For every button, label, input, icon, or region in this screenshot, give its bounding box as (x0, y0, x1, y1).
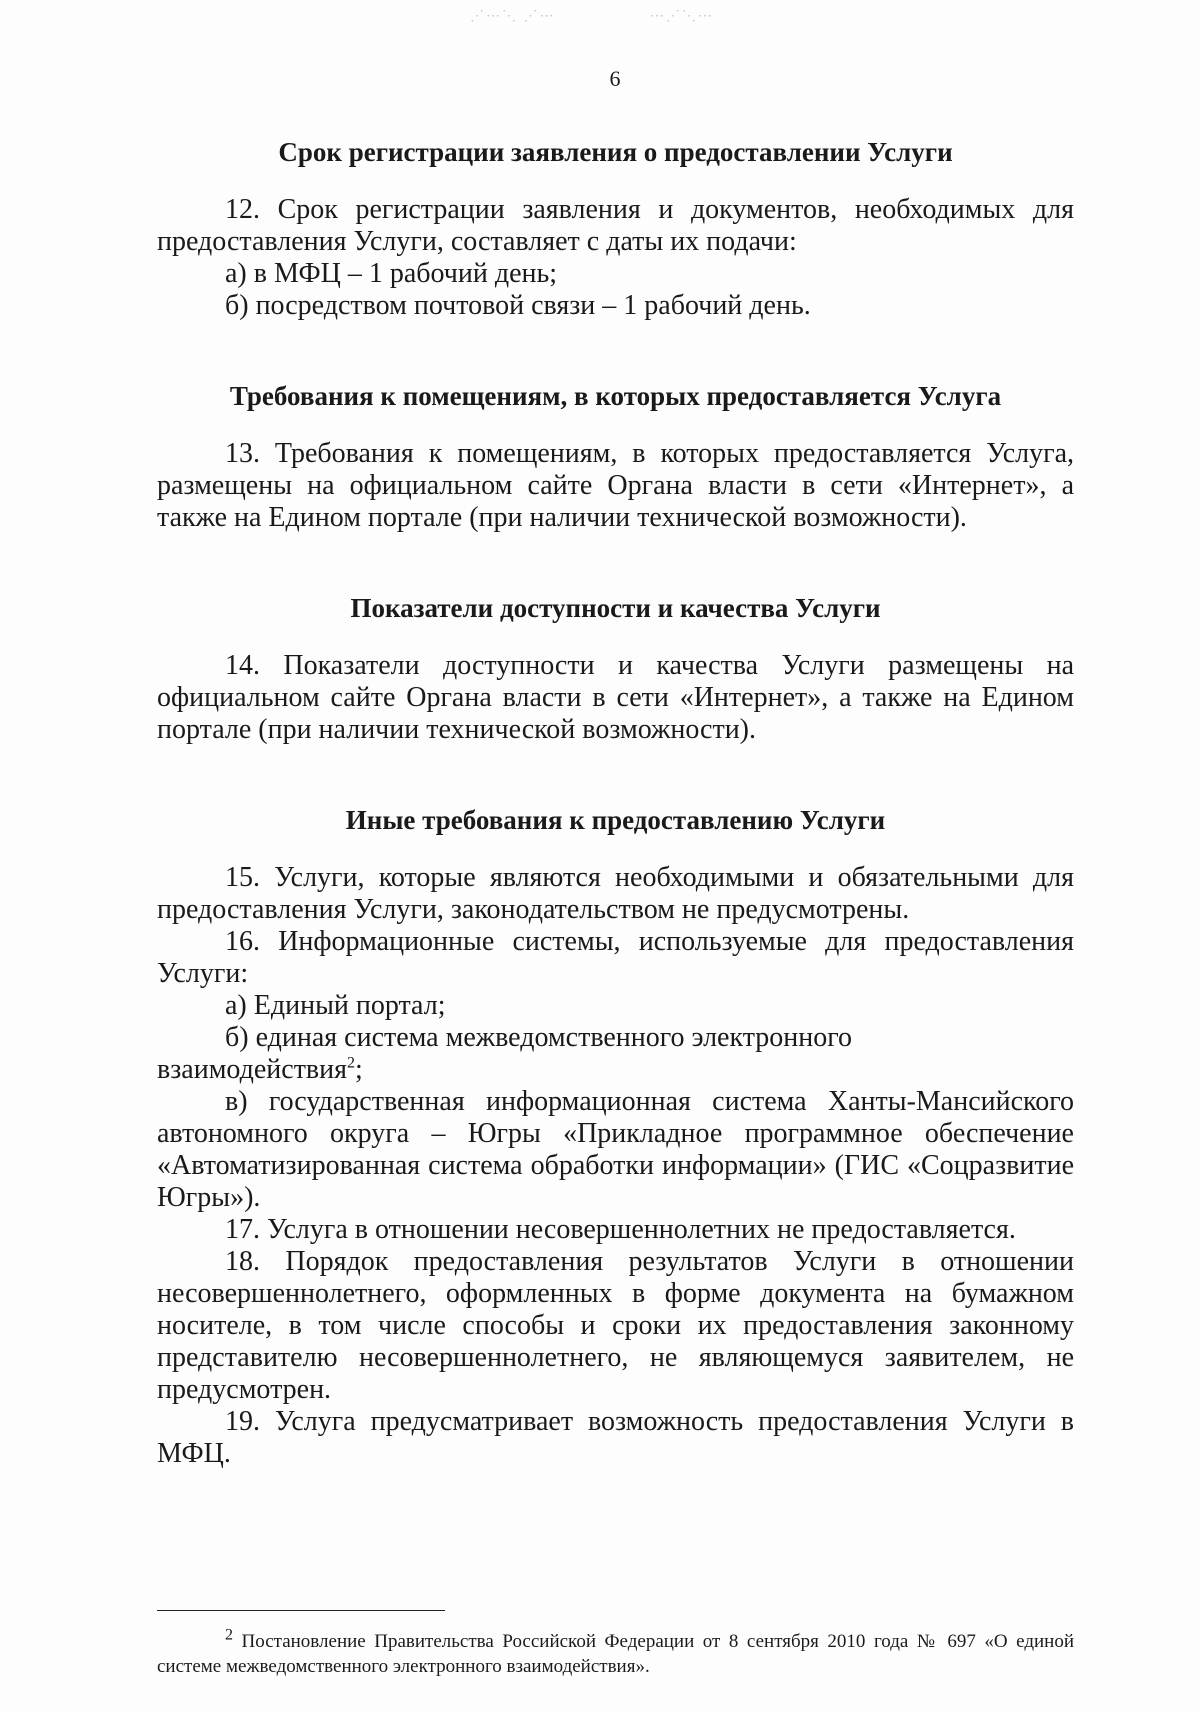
paragraph-17: 17. Услуга в отношении несовершеннолетних не предоставляется. (225, 1214, 1016, 1245)
paragraph-16: 16. Информационные системы, используемые для предоставления Услуги: (157, 926, 1074, 989)
paragraph-18: 18. Порядок предоставления результатов Услуги в отношении несовершеннолетнего, оформленных в форме документа на бумажном носителе, в том числе способы и сроки их предоставления законному представителю несовершеннолетнего, не являющемуся заявителем, не предусмотрен. (157, 1246, 1074, 1405)
footnote-divider (157, 1610, 445, 1611)
section-heading-other-requirements: Иные требования к предоставлению Услуги (345, 805, 886, 835)
paragraph-16b-line2 (157, 1054, 1074, 1086)
paragraph-16b-text: взаимодействия (157, 1054, 348, 1085)
document-body (157, 136, 1074, 1470)
paragraph-12a: а) в МФЦ – 1 рабочий день; (225, 258, 558, 289)
paragraph-19: 19. Услуга предусматривает возможность предоставления Услуги в МФЦ. (157, 1406, 1074, 1469)
footnote-number: 2 (225, 1626, 233, 1644)
footnote-text: Постановление Правительства Российской Федерации от 8 сентября 2010 года № 697 «О единой системе межведомственного электронного взаимодействия». (157, 1631, 1074, 1677)
paragraph-16b-end: ; (355, 1054, 363, 1085)
footnote (157, 1626, 1074, 1679)
paragraph-12: 12. Срок регистрации заявления и документов, необходимых для предоставления Услуги, составляет с даты их подачи: (157, 194, 1074, 257)
paragraph-16c: в) государственная информационная система Ханты-Мансийского автономного округа – Югры «Прикладное программное обеспечение «Автоматизированная система обработки информации» (ГИС «Соцразвитие Югры»). (157, 1086, 1074, 1213)
paragraph-14: 14. Показатели доступности и качества Услуги размещены на официальном сайте Органа власти в сети «Интернет», а также на Едином портале (при наличии технической возможности). (157, 650, 1074, 745)
paragraph-16b-line1: б) единая система межведомственного электронного (225, 1022, 853, 1053)
footnote-text-wrapper (157, 1626, 1074, 1679)
section-heading-premises: Требования к помещениям, в которых предоставляется Услуга (229, 381, 1002, 411)
paragraph-16a: а) Единый портал; (225, 990, 446, 1021)
paragraph-15: 15. Услуги, которые являются необходимыми и обязательными для предоставления Услуги, законодательством не предусмотрены. (157, 862, 1074, 925)
section-heading-quality: Показатели доступности и качества Услуги (350, 593, 881, 623)
page-number: 6 (609, 66, 621, 91)
paragraph-13: 13. Требования к помещениям, в которых предоставляется Услуга, размещены на официальном сайте Органа власти в сети «Интернет», а также на Едином портале (при наличии технической возможности). (157, 438, 1074, 533)
paragraph-12b: б) посредством почтовой связи – 1 рабочий день. (225, 290, 811, 321)
section-heading-registration: Срок регистрации заявления о предоставлении Услуги (278, 137, 953, 167)
scan-artifact: ⋰⋯⋱ ⋰⋯ (470, 9, 556, 24)
scan-artifact: ⋯⋰⋱⋯ (650, 9, 714, 24)
footnote-reference: 2 (347, 1054, 356, 1072)
